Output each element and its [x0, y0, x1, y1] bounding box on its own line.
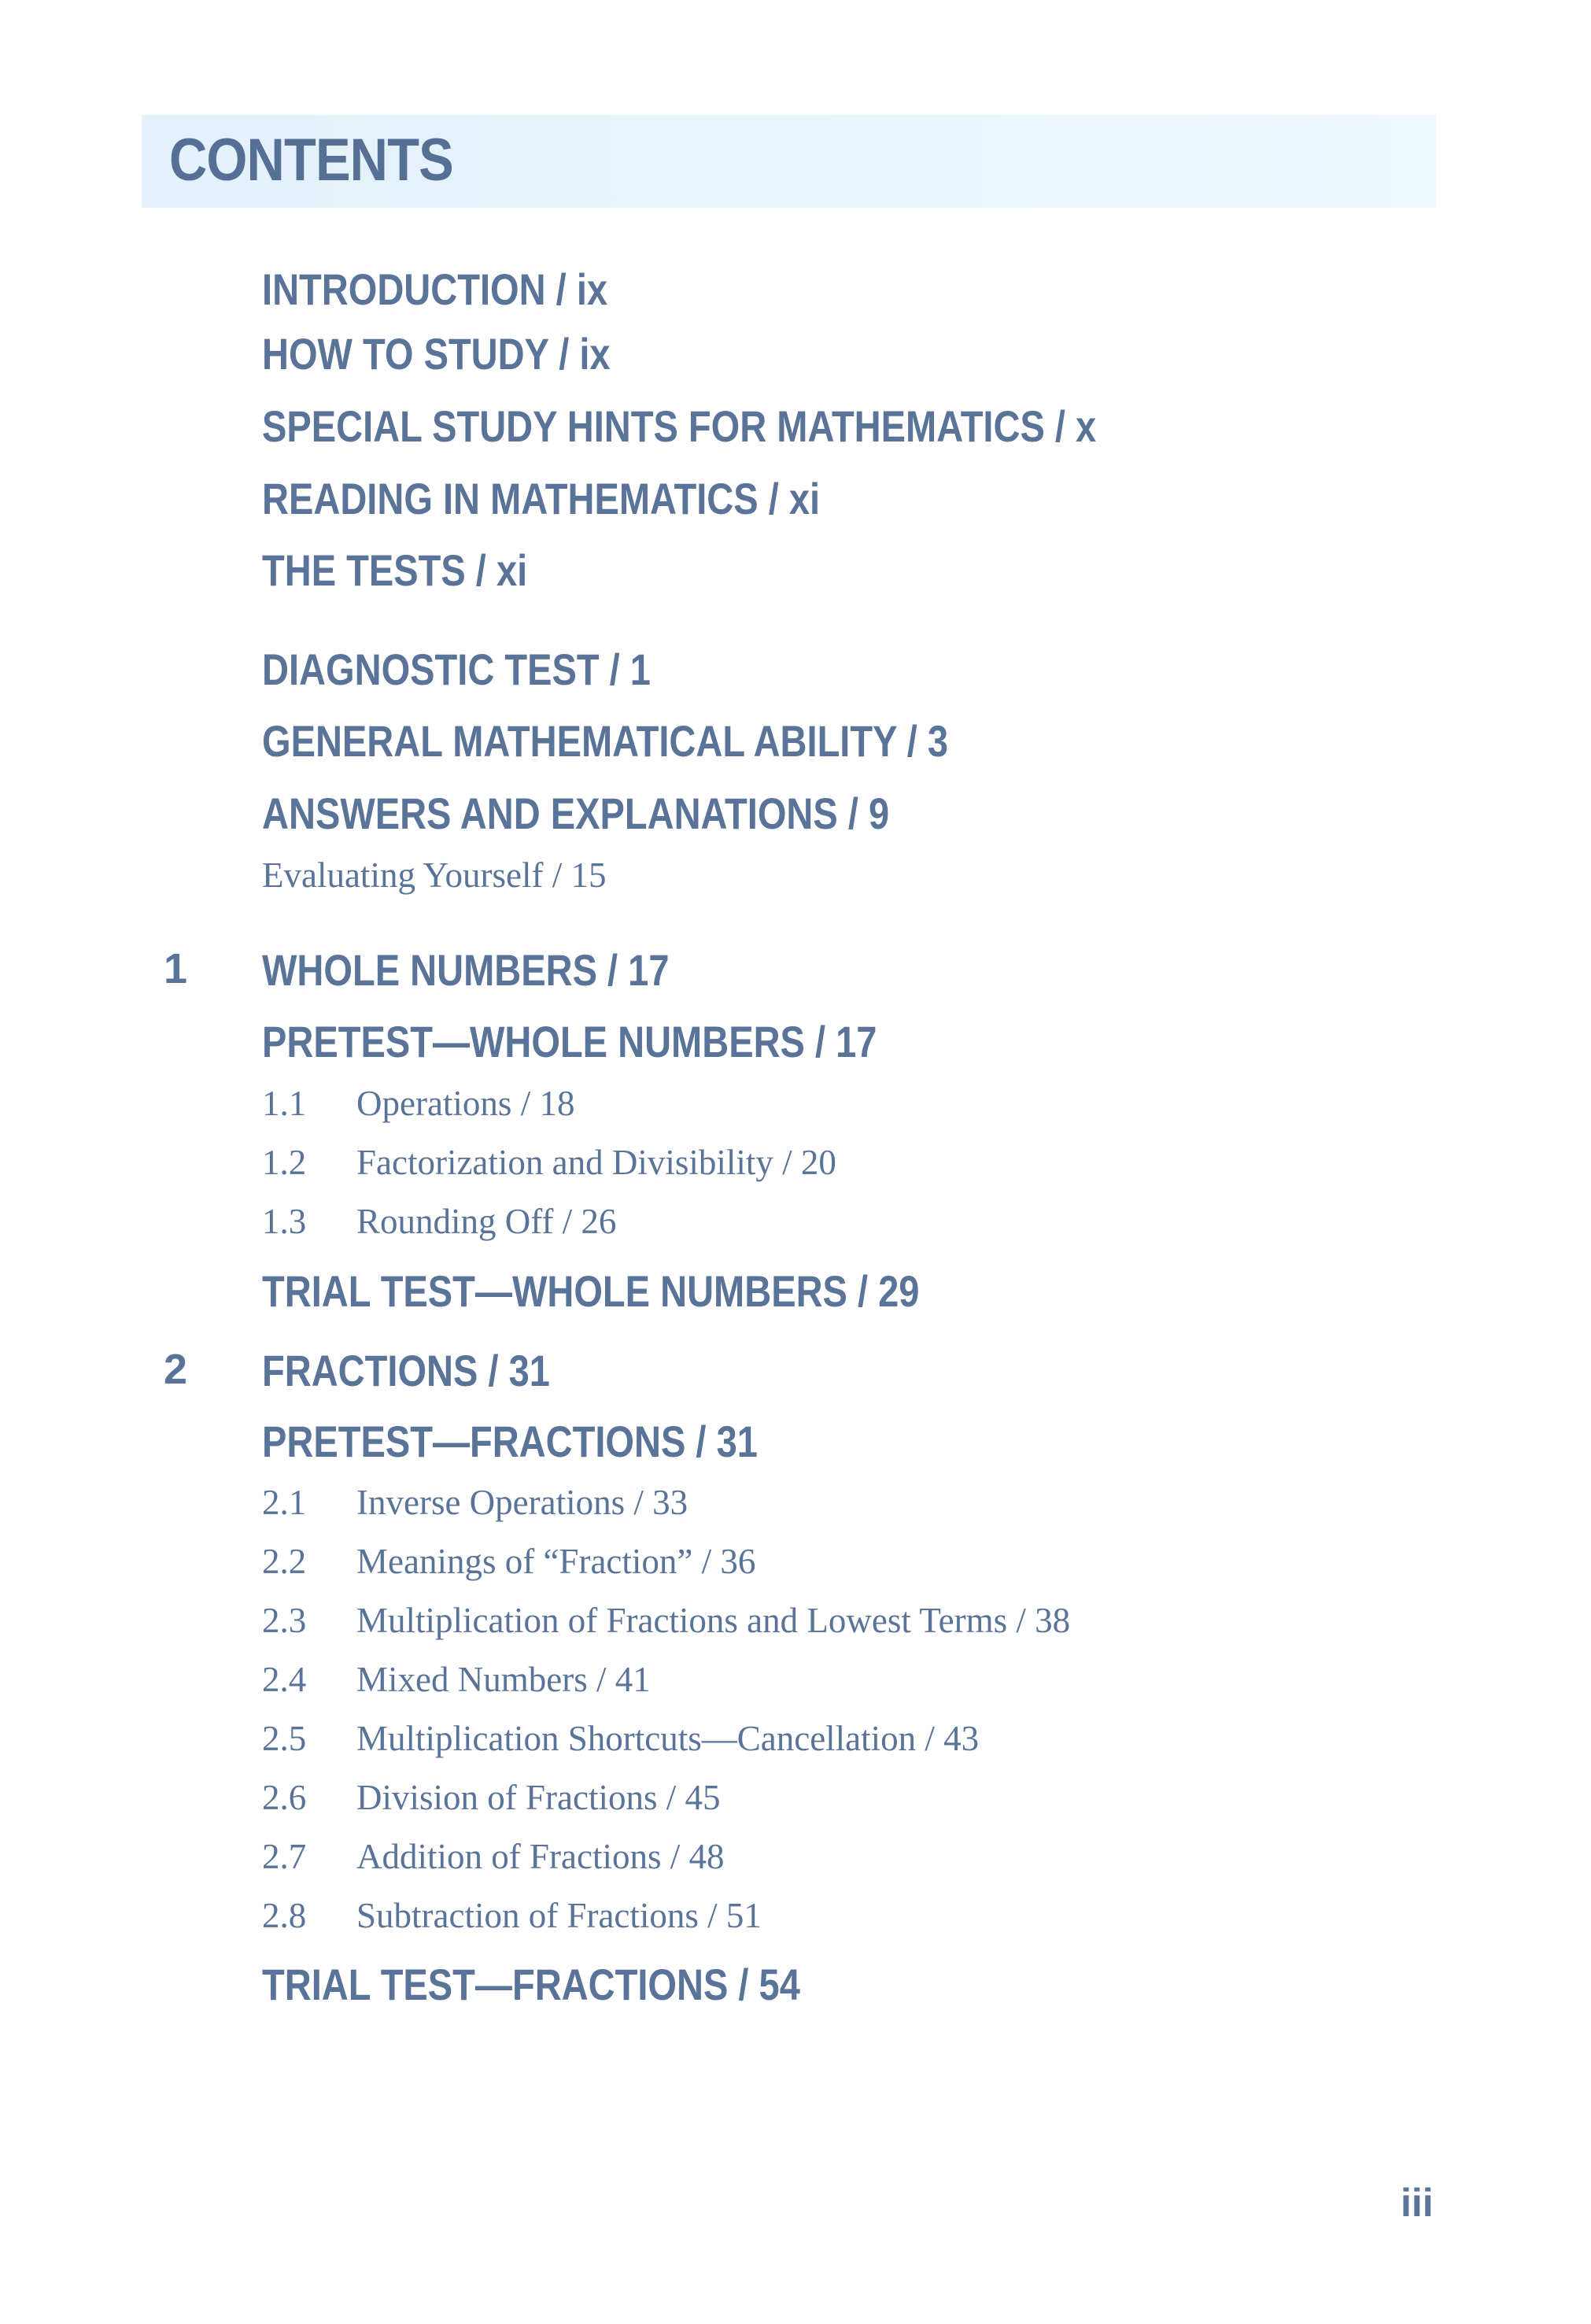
entry-title: PRETEST—WHOLE NUMBERS / 17 [262, 1017, 877, 1066]
section-number: 2.8 [262, 1896, 307, 1935]
entry-title: ANSWERS AND EXPLANATIONS / 9 [262, 789, 890, 838]
section-number: 2.5 [262, 1719, 307, 1758]
section-number: 1.1 [262, 1084, 307, 1123]
section-number: 1.3 [262, 1202, 307, 1241]
section-title: Division of Fractions / 45 [356, 1778, 721, 1817]
section-title: Factorization and Divisibility / 20 [356, 1143, 836, 1182]
chapter-number: 1 [164, 945, 188, 992]
page-title: CONTENTS [169, 127, 453, 194]
section-number: 2.1 [262, 1483, 307, 1522]
entry-title: INTRODUCTION / ix [262, 264, 608, 314]
chapter-number: 2 [164, 1346, 188, 1393]
page-number: iii [1401, 2181, 1434, 2225]
entry-title: SPECIAL STUDY HINTS FOR MATHEMATICS / x [262, 401, 1097, 451]
entry-title: FRACTIONS / 31 [262, 1346, 550, 1395]
entry-title: HOW TO STUDY / ix [262, 329, 611, 379]
section-title: Inverse Operations / 33 [356, 1483, 688, 1522]
entry-title: GENERAL MATHEMATICAL ABILITY / 3 [262, 716, 949, 766]
section-title: Addition of Fractions / 48 [356, 1837, 725, 1876]
entry-title: TRIAL TEST—FRACTIONS / 54 [262, 1960, 800, 2009]
entry-title: READING IN MATHEMATICS / xi [262, 474, 821, 523]
entry-title: THE TESTS / xi [262, 545, 528, 595]
section-number: 2.4 [262, 1660, 307, 1699]
entry-title: WHOLE NUMBERS / 17 [262, 945, 670, 995]
entry-title: Evaluating Yourself / 15 [262, 855, 607, 895]
section-title: Rounding Off / 26 [356, 1202, 617, 1241]
entry-title: TRIAL TEST—WHOLE NUMBERS / 29 [262, 1266, 920, 1316]
section-number: 1.2 [262, 1143, 307, 1182]
toc-entry[interactable] [262, 855, 606, 896]
section-number: 2.7 [262, 1837, 307, 1876]
section-number: 2.2 [262, 1542, 307, 1581]
section-title: Operations / 18 [356, 1084, 575, 1123]
section-title: Multiplication of Fractions and Lowest Terms / 38 [356, 1601, 1071, 1640]
section-title: Subtraction of Fractions / 51 [356, 1896, 762, 1935]
entry-title: DIAGNOSTIC TEST / 1 [262, 645, 651, 694]
section-title: Mixed Numbers / 41 [356, 1660, 651, 1699]
section-number: 2.3 [262, 1601, 307, 1640]
section-title: Multiplication Shortcuts—Cancellation / 43 [356, 1719, 980, 1758]
entry-title: PRETEST—FRACTIONS / 31 [262, 1417, 758, 1466]
section-number: 2.6 [262, 1778, 307, 1817]
section-title: Meanings of “Fraction” / 36 [356, 1542, 756, 1581]
